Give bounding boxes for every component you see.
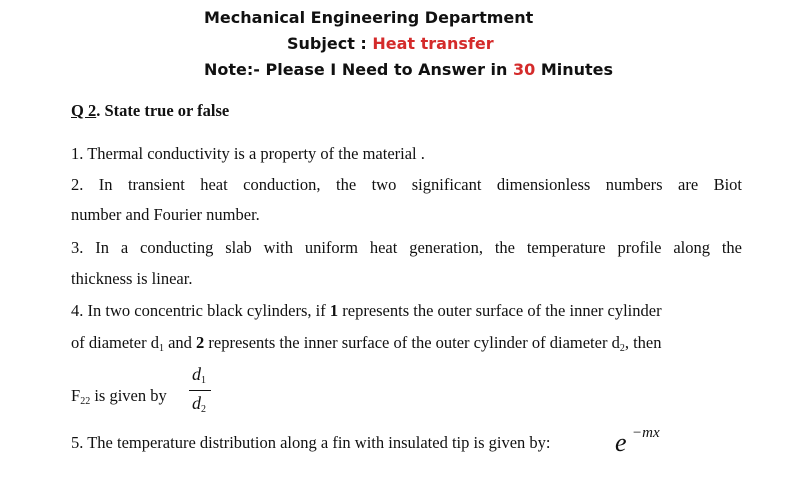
item-4-text-a: 4. In two concentric black cylinders, if: [71, 301, 330, 320]
fraction-num-text: d: [192, 364, 201, 384]
item-4-line2-e: , then: [624, 333, 662, 352]
exponential-base: [615, 428, 627, 458]
item-4-line2-b: and: [163, 333, 197, 352]
item-2-text-2: number and Fourier number.: [71, 205, 260, 224]
item-1: [71, 144, 425, 164]
item-4-line-1: [71, 301, 662, 321]
item-4-sub-1: 1: [158, 343, 164, 354]
exponential-exponent: [632, 425, 660, 442]
item-4-sub-2: 2: [619, 343, 625, 354]
note-line: [204, 60, 613, 79]
item-4-bold-2: 2: [196, 333, 205, 352]
item-5-text: 5. The temperature distribution along a fin with insulated tip is given by:: [71, 433, 551, 452]
item-4-line2-a: of diameter d: [71, 333, 159, 352]
item-5: [71, 433, 550, 453]
item-2-line-1: [71, 175, 742, 195]
item-2-line-2: [71, 205, 260, 225]
note-suffix: Minutes: [535, 60, 614, 79]
item-3-line-1: [71, 238, 742, 258]
item-3-text-2: thickness is linear.: [71, 269, 193, 288]
item-4-line2-d: represents the inner surface of the outer cylinder of diameter d: [204, 333, 620, 352]
fraction-den-text: d: [192, 393, 201, 413]
department-title: [204, 8, 533, 27]
subject-line: [287, 34, 494, 53]
item-4-line3-sub: 22: [80, 396, 91, 407]
note-prefix: Note:- Please I Need to Answer in: [204, 60, 513, 79]
exp-base-text: e: [615, 428, 627, 457]
subject-label: Subject :: [287, 34, 373, 53]
question-title: [71, 101, 229, 121]
item-2-text-1: 2. In transient heat conduction, the two significant dimensionless numbers are Biot: [71, 175, 742, 194]
item-4-line3-a: F: [71, 386, 81, 405]
fraction-bar: [189, 390, 211, 391]
fraction-num-sub: 1: [201, 375, 206, 386]
note-minutes: 30: [512, 60, 536, 79]
fraction-den-sub: 2: [201, 404, 206, 415]
fraction-denominator: [192, 393, 206, 415]
item-3-text-1: 3. In a conducting slab with uniform heat generation, the temperature profile along the: [71, 238, 742, 257]
item-1-text: 1. Thermal conductivity is a property of the material .: [71, 144, 425, 163]
item-4-bold-1: 1: [329, 301, 339, 320]
department-text: Mechanical Engineering Department: [204, 8, 534, 27]
item-4-text-c: represents the outer surface of the inner cylinder: [338, 301, 662, 320]
item-3-line-2: [71, 269, 192, 289]
item-4-line-3: [71, 386, 167, 407]
question-title-text: . State true or false: [96, 101, 230, 120]
fraction-numerator: [192, 364, 206, 386]
question-number: Q 2: [71, 101, 97, 120]
item-4-line3-b: is given by: [90, 386, 167, 405]
exp-sup-text: −mx: [632, 425, 660, 441]
item-4-line-2: [71, 333, 662, 354]
subject-value: Heat transfer: [372, 34, 494, 53]
